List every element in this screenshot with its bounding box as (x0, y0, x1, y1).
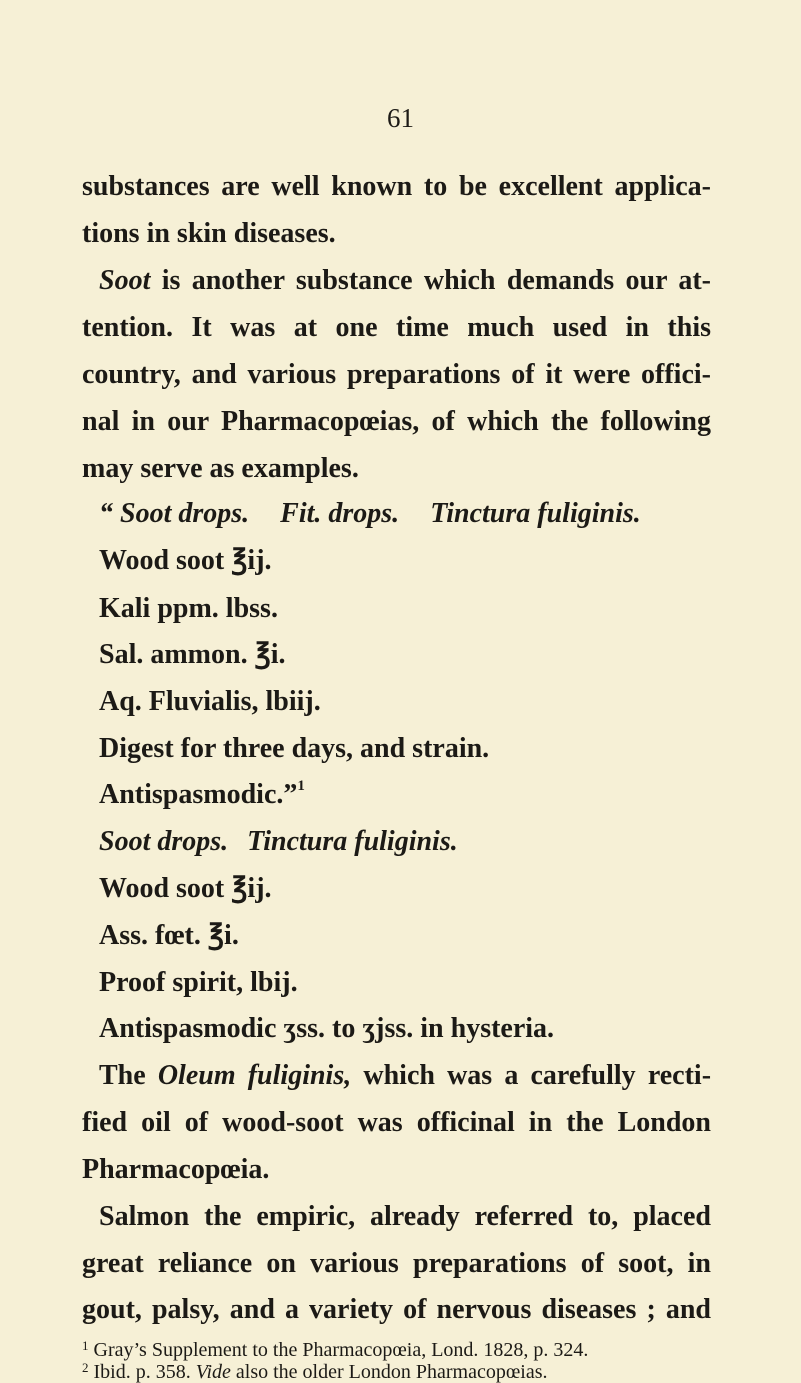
oleum-line-1: The Oleum fuliginis, which was a carefully recti- (99, 1060, 712, 1092)
body-line-7: may serve as examples. (82, 452, 359, 484)
salmon-line-1: Salmon the empiric, already referred to, placed (99, 1200, 711, 1232)
footnote-mark: 2 (82, 1360, 89, 1375)
body-line-6: nal in our Pharmacopœias, of which the following (82, 405, 711, 437)
recipe2-line: Proof spirit, lbij. (99, 966, 298, 998)
footnote-text: also the older London Pharmacopœias. (230, 1361, 548, 1383)
body-line-3: Soot is another substance which demands our at- (99, 265, 712, 297)
footnote-text: Gray’s Supplement to the Pharmacopœia, Lond. 1828, p. 324. (88, 1339, 589, 1361)
soot-word: Soot (99, 265, 151, 297)
body-line-4: tention. It was at one time much used in this (82, 312, 711, 344)
oleum-name: Oleum fuliginis, (157, 1060, 352, 1092)
recipe1-title: “ Soot drops. Fit. drops. Tinctura fuliginis. (99, 498, 641, 530)
recipe1-line: Sal. ammon. ℥i. (99, 638, 286, 670)
salmon-line-2: great reliance on various preparations of soot, in (82, 1247, 711, 1279)
footnote-ref-1: 1 (297, 778, 305, 795)
recipe2-line: Ass. fœt. ℥i. (99, 919, 239, 951)
recipe2-line: Wood soot ℥ij. (99, 872, 272, 904)
recipe1-closing: Antispasmodic.”$^1$ (99, 778, 305, 811)
recipe1-line: Aq. Fluvialis, lbiij. (99, 685, 321, 717)
recipe2-title: Soot drops. Tinctura fuliginis. (99, 826, 458, 858)
recipe1-line: Wood soot ℥ij. (99, 545, 272, 577)
body-line-2: tions in skin diseases. (82, 218, 336, 250)
footnote-mark: 1 (82, 1338, 89, 1353)
body-line-5: country, and various preparations of it were offici- (82, 358, 711, 390)
recipe1-line: Kali ppm. lbss. (99, 592, 278, 624)
salmon-line-3: gout, palsy, and a variety of nervous diseases ; and (82, 1294, 711, 1325)
oleum-line-3: Pharmacopœia. (82, 1153, 270, 1185)
page-number: 61 (387, 103, 414, 133)
footnote-1 (82, 1340, 588, 1360)
footnote-vide: Vide (195, 1361, 231, 1383)
body-line-1: substances are well known to be excellent applica- (82, 171, 711, 202)
footnote-text: Ibid. p. 358. (88, 1361, 196, 1383)
footnote-2 (82, 1362, 547, 1382)
recipe2-line: Antispasmodic ʒss. to ʒjss. in hysteria. (99, 1013, 555, 1044)
oleum-line-2: fied oil of wood-soot was officinal in the London (82, 1107, 711, 1139)
recipe1-line: Digest for three days, and strain. (99, 733, 490, 764)
